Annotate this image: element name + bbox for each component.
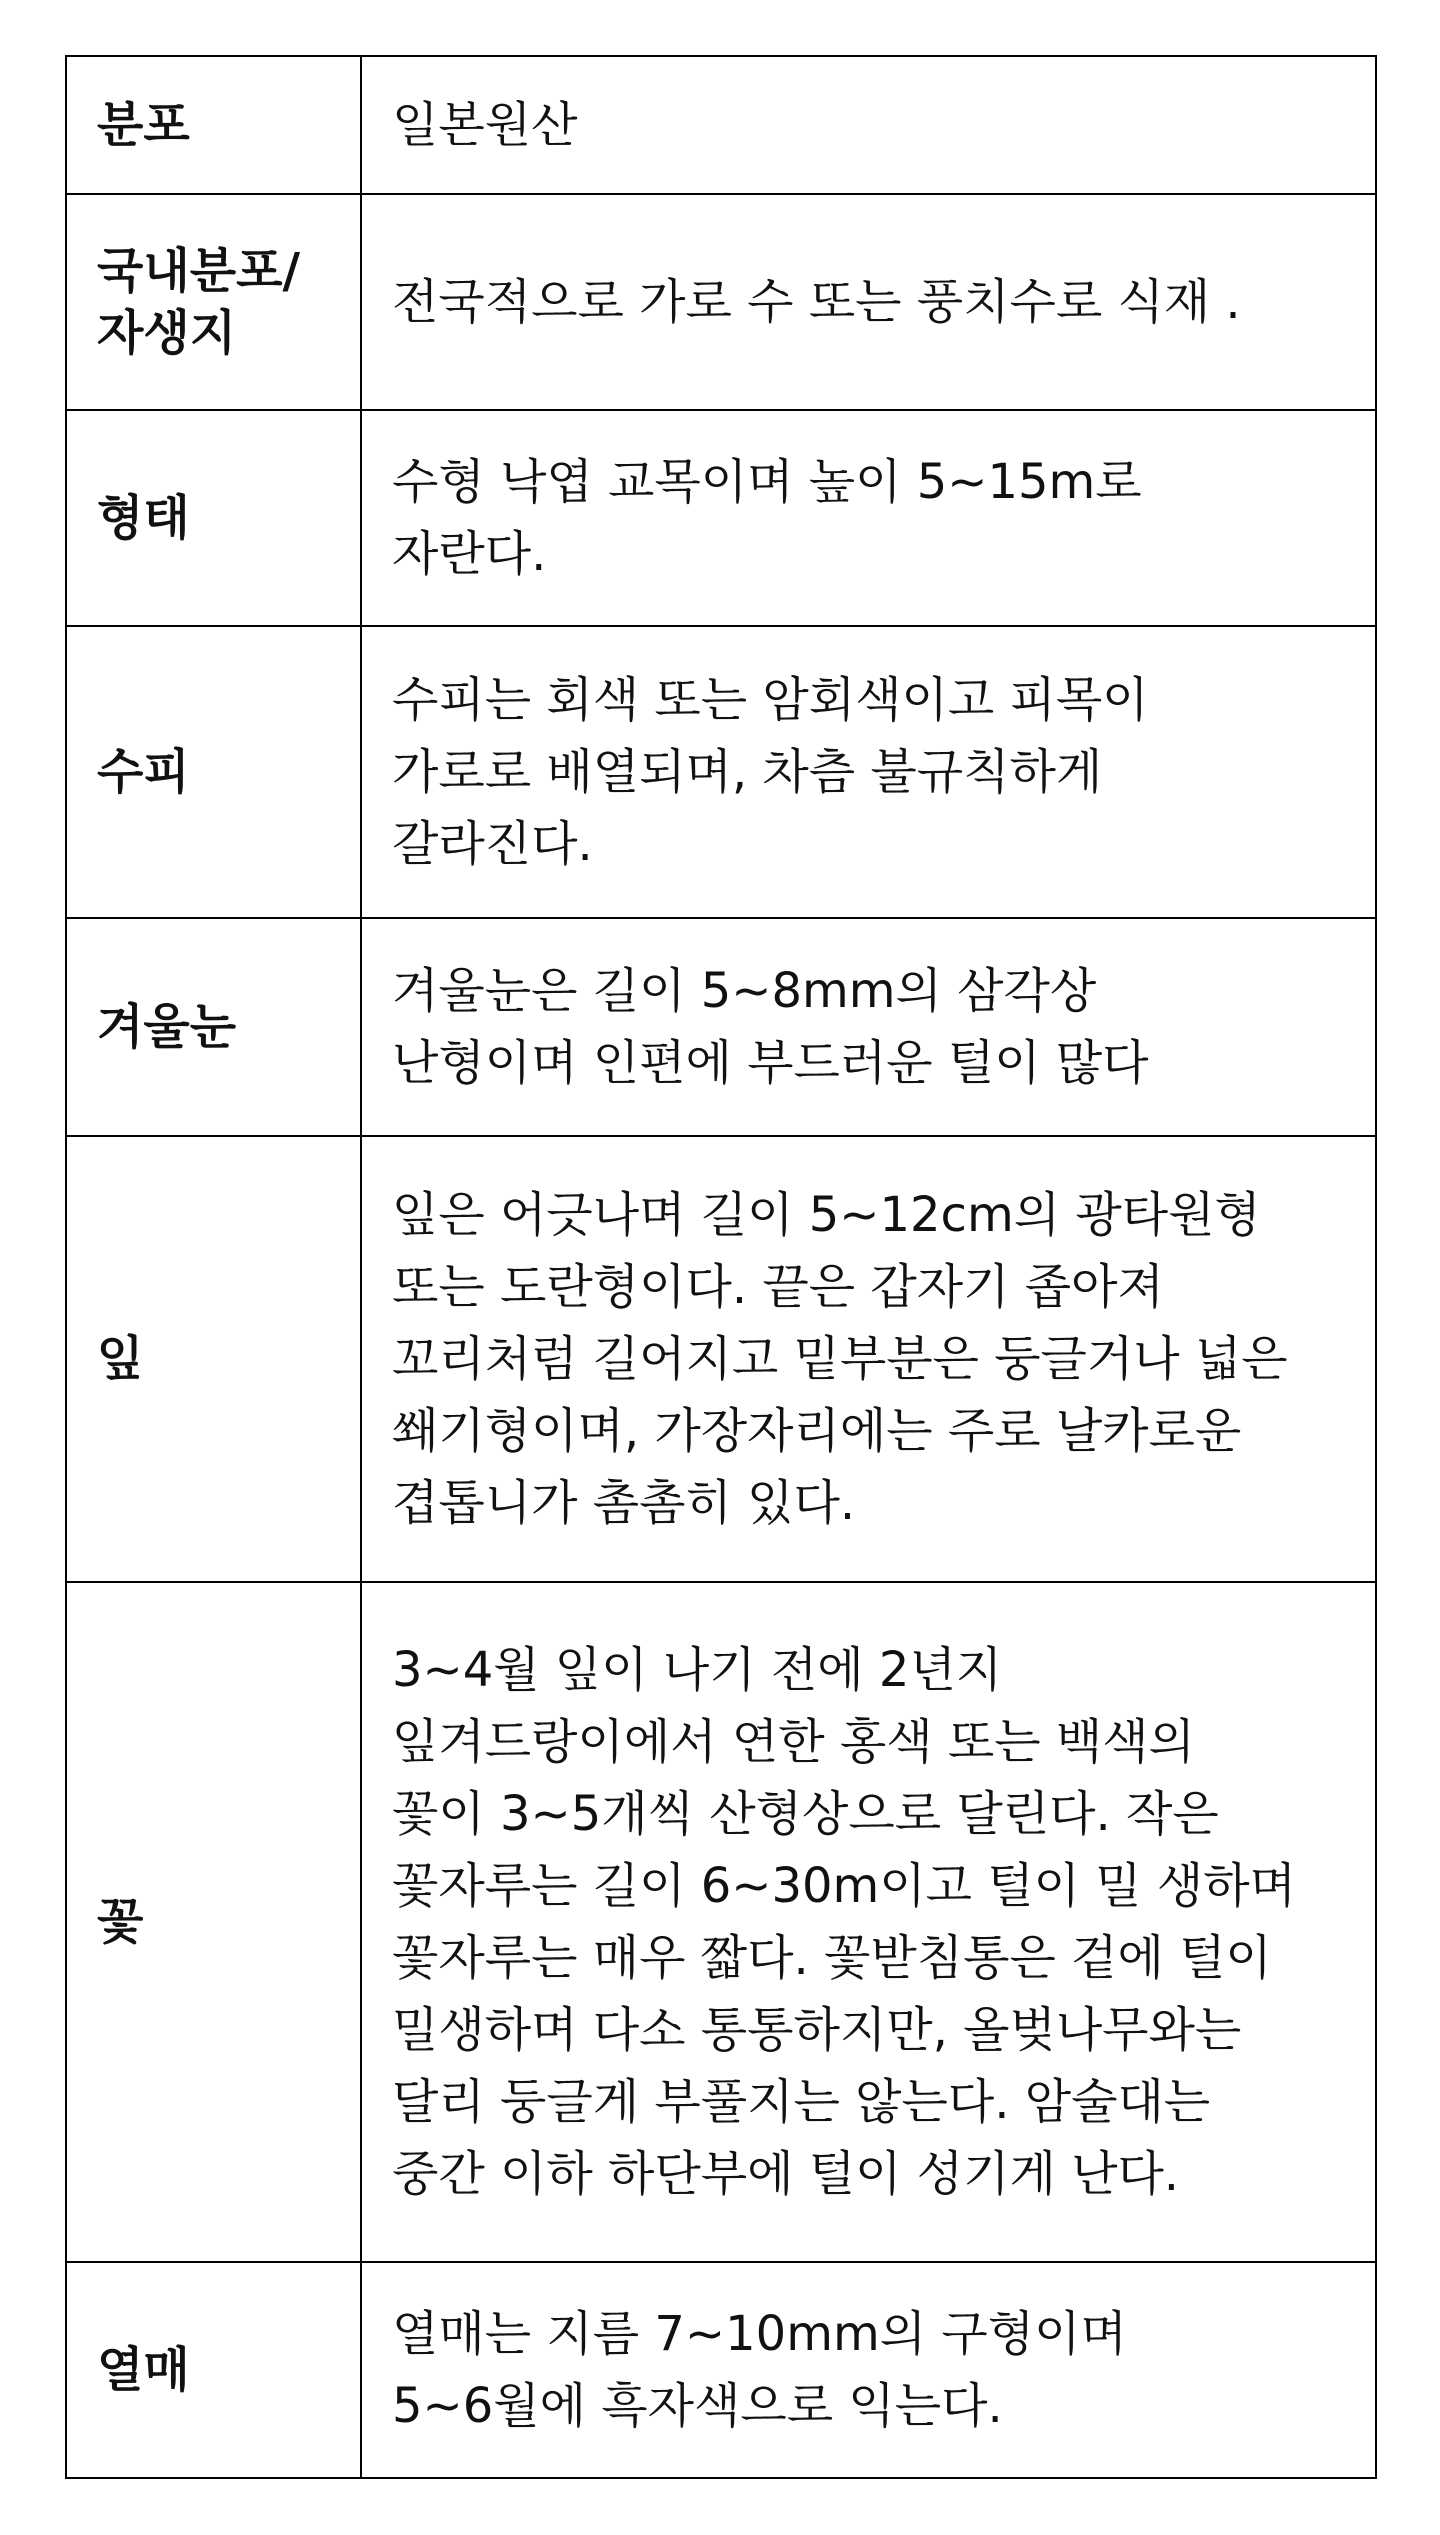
table-row-winter-bud [66,918,1376,1136]
row-label: 형태 [66,410,361,626]
row-value: 수형 낙엽 교목이며 높이 5~15m로 자란다. [361,410,1376,626]
row-value: 3~4월 잎이 나기 전에 2년지 잎겨드랑이에서 연한 홍색 또는 백색의 꽃이 3~5개씩 산형상으로 달린다. 작은 꽃자루는 길이 6~30m이고 털이 밀 생하며 꽃자루는 매우 짧다. 꽃받침통은 겉에 털이 밀생하며 다소 통통하지만, 올벚나무와는 달리 둥글게 부풀지는 않는다. 암술대는 중간 이하 하단부에 털이 성기게 난다. [361,1582,1376,2262]
row-value: 수피는 회색 또는 암회색이고 피목이 가로로 배열되며, 차츰 불규칙하게 갈라진다. [361,626,1376,918]
row-value: 겨울눈은 길이 5~8mm의 삼각상 난형이며 인편에 부드러운 털이 많다 [361,918,1376,1136]
table-row-flower [66,1582,1376,2262]
row-label: 열매 [66,2262,361,2478]
species-info-table [65,55,1377,2479]
table-row-fruit [66,2262,1376,2478]
row-label: 꽃 [66,1582,361,2262]
table-row-form [66,410,1376,626]
row-label: 국내분포/ 자생지 [66,194,361,410]
row-value: 전국적으로 가로 수 또는 풍치수로 식재 . [361,194,1376,410]
table-row-bark [66,626,1376,918]
row-value: 열매는 지름 7~10mm의 구형이며 5~6월에 흑자색으로 익는다. [361,2262,1376,2478]
row-value: 잎은 어긋나며 길이 5~12cm의 광타원형 또는 도란형이다. 끝은 갑자기 좁아져 꼬리처럼 길어지고 밑부분은 둥글거나 넓은 쐐기형이며, 가장자리에는 주로 날카로운 겹톱니가 촘촘히 있다. [361,1136,1376,1582]
table-row-domestic-distribution [66,194,1376,410]
table-row-leaf [66,1136,1376,1582]
row-label: 겨울눈 [66,918,361,1136]
row-label: 분포 [66,56,361,194]
row-label: 수피 [66,626,361,918]
table-row-distribution [66,56,1376,194]
row-value: 일본원산 [361,56,1376,194]
row-label: 잎 [66,1136,361,1582]
